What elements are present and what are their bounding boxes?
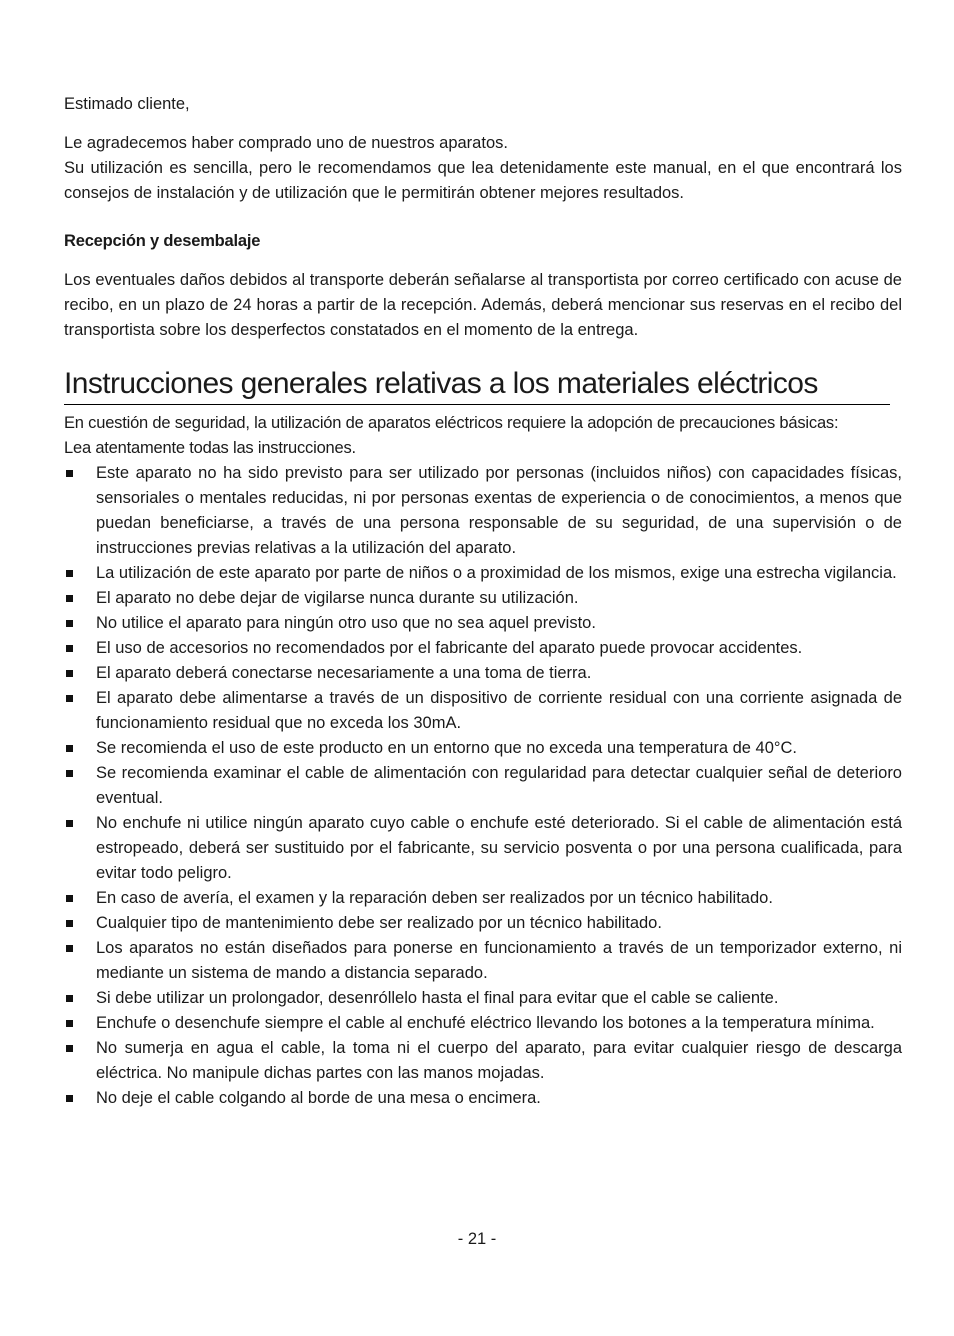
list-item	[64, 586, 902, 611]
bullet-square-icon	[66, 770, 73, 777]
list-item	[64, 1086, 902, 1111]
document-page	[64, 92, 902, 1111]
section-title: Instrucciones generales relativas a los materiales eléctricos	[64, 366, 890, 405]
list-item-text: Si debe utilizar un prolongador, desenróllelo hasta el final para evitar que el cable se caliente.	[96, 989, 779, 1007]
list-item	[64, 736, 902, 761]
list-item	[64, 461, 902, 561]
bullet-square-icon	[66, 820, 73, 827]
list-item	[64, 561, 902, 586]
page-number: - 21 -	[457, 1230, 497, 1248]
bullet-square-icon	[66, 1045, 73, 1052]
list-item-text: La utilización de este aparato por parte de niños o a proximidad de los mismos, exige una estrecha vigilancia.	[96, 564, 897, 582]
list-item-text: No deje el cable colgando al borde de una mesa o encimera.	[96, 1089, 541, 1107]
bullet-square-icon	[66, 470, 73, 477]
bullet-square-icon	[66, 595, 73, 602]
list-item	[64, 911, 902, 936]
bullet-square-icon	[66, 1020, 73, 1027]
list-item-text: No enchufe ni utilice ningún aparato cuyo cable o enchufe esté deteriorado. Si el cable de alimentación está estropeado, deberá ser sustituido por el fabricante, su servicio posventa o por una persona cualificada, para evitar todo peligro.	[96, 814, 902, 882]
list-item	[64, 811, 902, 886]
list-item-text: En caso de avería, el examen y la reparación deben ser realizados por un técnico habilitado.	[96, 889, 773, 907]
bullet-square-icon	[66, 945, 73, 952]
safety-bullet-list	[64, 461, 902, 1111]
reception-text: Los eventuales daños debidos al transporte deberán señalarse al transportista por correo certificado con acuse de recibo, en un plazo de 24 horas a partir de la recepción. Además, deberá mencionar sus reservas en el recibo del transportista sobre los desperfectos constatados en el momento de la entrega.	[64, 271, 902, 339]
list-item-text: El aparato no debe dejar de vigilarse nunca durante su utilización.	[96, 589, 579, 607]
list-item-text: Enchufe o desenchufe siempre el cable al enchufé eléctrico llevando los botones a la temperatura mínima.	[96, 1014, 875, 1032]
list-item-text: El aparato debe alimentarse a través de un dispositivo de corriente residual con una corriente asignada de funcionamiento residual que no exceda los 30mA.	[96, 689, 902, 732]
list-item-text: Se recomienda el uso de este producto en un entorno que no exceda una temperatura de 40°C.	[96, 739, 797, 757]
bullet-square-icon	[66, 995, 73, 1002]
safety-intro: En cuestión de seguridad, la utilización de aparatos eléctricos requiere la adopción de precauciones básicas:	[64, 414, 839, 432]
list-item-text: No sumerja en agua el cable, la toma ni el cuerpo del aparato, para evitar cualquier riesgo de descarga eléctrica. No manipule dichas partes con las manos mojadas.	[96, 1039, 902, 1082]
list-item	[64, 1036, 902, 1086]
intro-paragraph-2: Su utilización es sencilla, pero le recomendamos que lea detenidamente este manual, en el que encontrará los consejos de instalación y de utilización que le permitirán obtener mejores resultados.	[64, 159, 902, 202]
bullet-square-icon	[66, 895, 73, 902]
list-item	[64, 936, 902, 986]
list-item	[64, 886, 902, 911]
list-item	[64, 661, 902, 686]
list-item-text: Se recomienda examinar el cable de alimentación con regularidad para detectar cualquier señal de deterioro eventual.	[96, 764, 902, 807]
list-item	[64, 1011, 902, 1036]
list-item-text: El uso de accesorios no recomendados por el fabricante del aparato puede provocar accidentes.	[96, 639, 803, 657]
read-instructions: Lea atentamente todas las instrucciones.	[64, 439, 356, 457]
list-item-text: Cualquier tipo de mantenimiento debe ser realizado por un técnico habilitado.	[96, 914, 662, 932]
bullet-square-icon	[66, 1095, 73, 1102]
list-item	[64, 636, 902, 661]
bullet-square-icon	[66, 920, 73, 927]
bullet-square-icon	[66, 670, 73, 677]
list-item	[64, 986, 902, 1011]
intro-paragraph: Le agradecemos haber comprado uno de nuestros aparatos.	[64, 134, 508, 152]
list-item	[64, 761, 902, 811]
list-item-text: El aparato deberá conectarse necesariamente a una toma de tierra.	[96, 664, 592, 682]
bullet-square-icon	[66, 695, 73, 702]
greeting: Estimado cliente,	[64, 95, 190, 113]
list-item	[64, 611, 902, 636]
bullet-square-icon	[66, 645, 73, 652]
reception-heading: Recepción y desembalaje	[64, 232, 261, 250]
list-item-text: Este aparato no ha sido previsto para ser utilizado por personas (incluidos niños) con capacidades físicas, sensoriales o mentales reducidas, ni por personas exentas de experiencia o de conocimientos, a menos que puedan beneficiarse, a través de una persona responsable de su seguridad, de una supervisión o de instrucciones previas relativas a la utilización del aparato.	[96, 464, 902, 557]
bullet-square-icon	[66, 745, 73, 752]
list-item	[64, 686, 902, 736]
bullet-square-icon	[66, 570, 73, 577]
list-item-text: No utilice el aparato para ningún otro uso que no sea aquel previsto.	[96, 614, 596, 632]
list-item-text: Los aparatos no están diseñados para ponerse en funcionamiento a través de un temporizador externo, ni mediante un sistema de mando a distancia separado.	[96, 939, 902, 982]
bullet-square-icon	[66, 620, 73, 627]
